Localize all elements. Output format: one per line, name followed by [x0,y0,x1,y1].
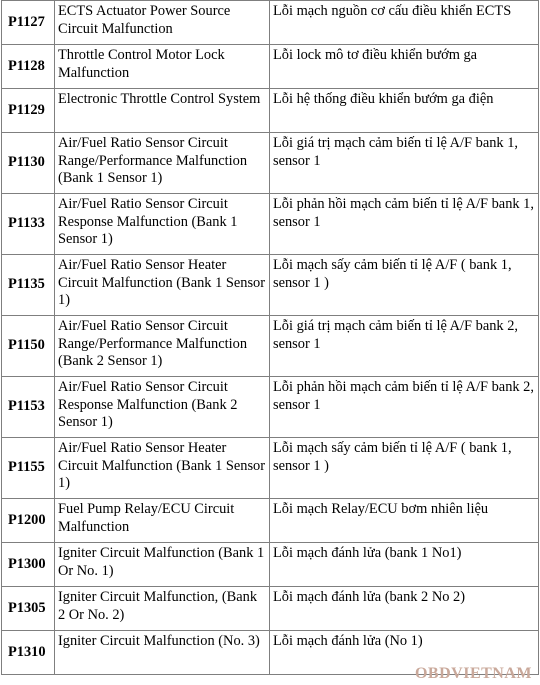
dtc-description-en: Air/Fuel Ratio Sensor Circuit Range/Performance Malfunction (Bank 1 Sensor 1) [55,133,270,194]
dtc-code: P1150 [2,316,55,377]
dtc-description-en: Air/Fuel Ratio Sensor Circuit Response Malfunction (Bank 1 Sensor 1) [55,194,270,255]
dtc-description-vi: Lỗi mạch đánh lửa (No 1) [270,631,539,675]
table-row [2,1,539,45]
dtc-description-vi: Lỗi lock mô tơ điều khiển bướm ga [270,45,539,89]
table-row [2,89,539,133]
dtc-description-en: ECTS Actuator Power Source Circuit Malfunction [55,1,270,45]
dtc-code: P1135 [2,255,55,316]
dtc-code: P1128 [2,45,55,89]
table-row [2,45,539,89]
watermark-logo: OBDVIETNAM [414,665,532,682]
dtc-description-vi: Lỗi mạch sấy cảm biến tỉ lệ A/F ( bank 1, sensor 1 ) [270,438,539,499]
dtc-code: P1133 [2,194,55,255]
dtc-code: P1310 [2,631,55,675]
dtc-description-en: Air/Fuel Ratio Sensor Circuit Response Malfunction (Bank 2 Sensor 1) [55,377,270,438]
dtc-description-vi: Lỗi phản hồi mạch cảm biến tỉ lệ A/F bank 1, sensor 1 [270,194,539,255]
table-row [2,377,539,438]
dtc-description-en: Electronic Throttle Control System [55,89,270,133]
dtc-code: P1200 [2,499,55,543]
dtc-table [1,0,539,675]
dtc-table-container [1,0,539,675]
dtc-description-en: Igniter Circuit Malfunction, (Bank 2 Or No. 2) [55,587,270,631]
dtc-description-vi: Lỗi giá trị mạch cảm biến tỉ lệ A/F bank 2, sensor 1 [270,316,539,377]
dtc-description-vi: Lỗi mạch đánh lửa (bank 2 No 2) [270,587,539,631]
dtc-code: P1127 [2,1,55,45]
dtc-description-en: Air/Fuel Ratio Sensor Heater Circuit Malfunction (Bank 1 Sensor 1) [55,438,270,499]
dtc-code: P1153 [2,377,55,438]
dtc-code: P1130 [2,133,55,194]
dtc-description-vi: Lỗi giá trị mạch cảm biến tỉ lệ A/F bank 1, sensor 1 [270,133,539,194]
table-row [2,543,539,587]
dtc-description-vi: Lỗi mạch sấy cảm biến tỉ lệ A/F ( bank 1, sensor 1 ) [270,255,539,316]
dtc-code: P1155 [2,438,55,499]
dtc-description-vi: Lỗi mạch nguồn cơ cấu điều khiển ECTS [270,1,539,45]
dtc-description-vi: Lỗi phản hồi mạch cảm biến tỉ lệ A/F bank 2, sensor 1 [270,377,539,438]
table-row [2,587,539,631]
table-row [2,255,539,316]
table-row [2,133,539,194]
dtc-description-en: Fuel Pump Relay/ECU Circuit Malfunction [55,499,270,543]
table-row [2,499,539,543]
table-row [2,438,539,499]
dtc-description-en: Throttle Control Motor Lock Malfunction [55,45,270,89]
dtc-description-en: Igniter Circuit Malfunction (Bank 1 Or No. 1) [55,543,270,587]
dtc-code: P1305 [2,587,55,631]
dtc-description-vi: Lỗi mạch đánh lửa (bank 1 No1) [270,543,539,587]
dtc-description-en: Air/Fuel Ratio Sensor Heater Circuit Malfunction (Bank 1 Sensor 1) [55,255,270,316]
dtc-description-vi: Lỗi hệ thống điều khiển bướm ga điện [270,89,539,133]
table-row [2,194,539,255]
dtc-code: P1300 [2,543,55,587]
dtc-description-en: Igniter Circuit Malfunction (No. 3) [55,631,270,675]
dtc-code: P1129 [2,89,55,133]
table-row [2,316,539,377]
dtc-description-vi: Lỗi mạch Relay/ECU bơm nhiên liệu [270,499,539,543]
dtc-description-en: Air/Fuel Ratio Sensor Circuit Range/Performance Malfunction (Bank 2 Sensor 1) [55,316,270,377]
